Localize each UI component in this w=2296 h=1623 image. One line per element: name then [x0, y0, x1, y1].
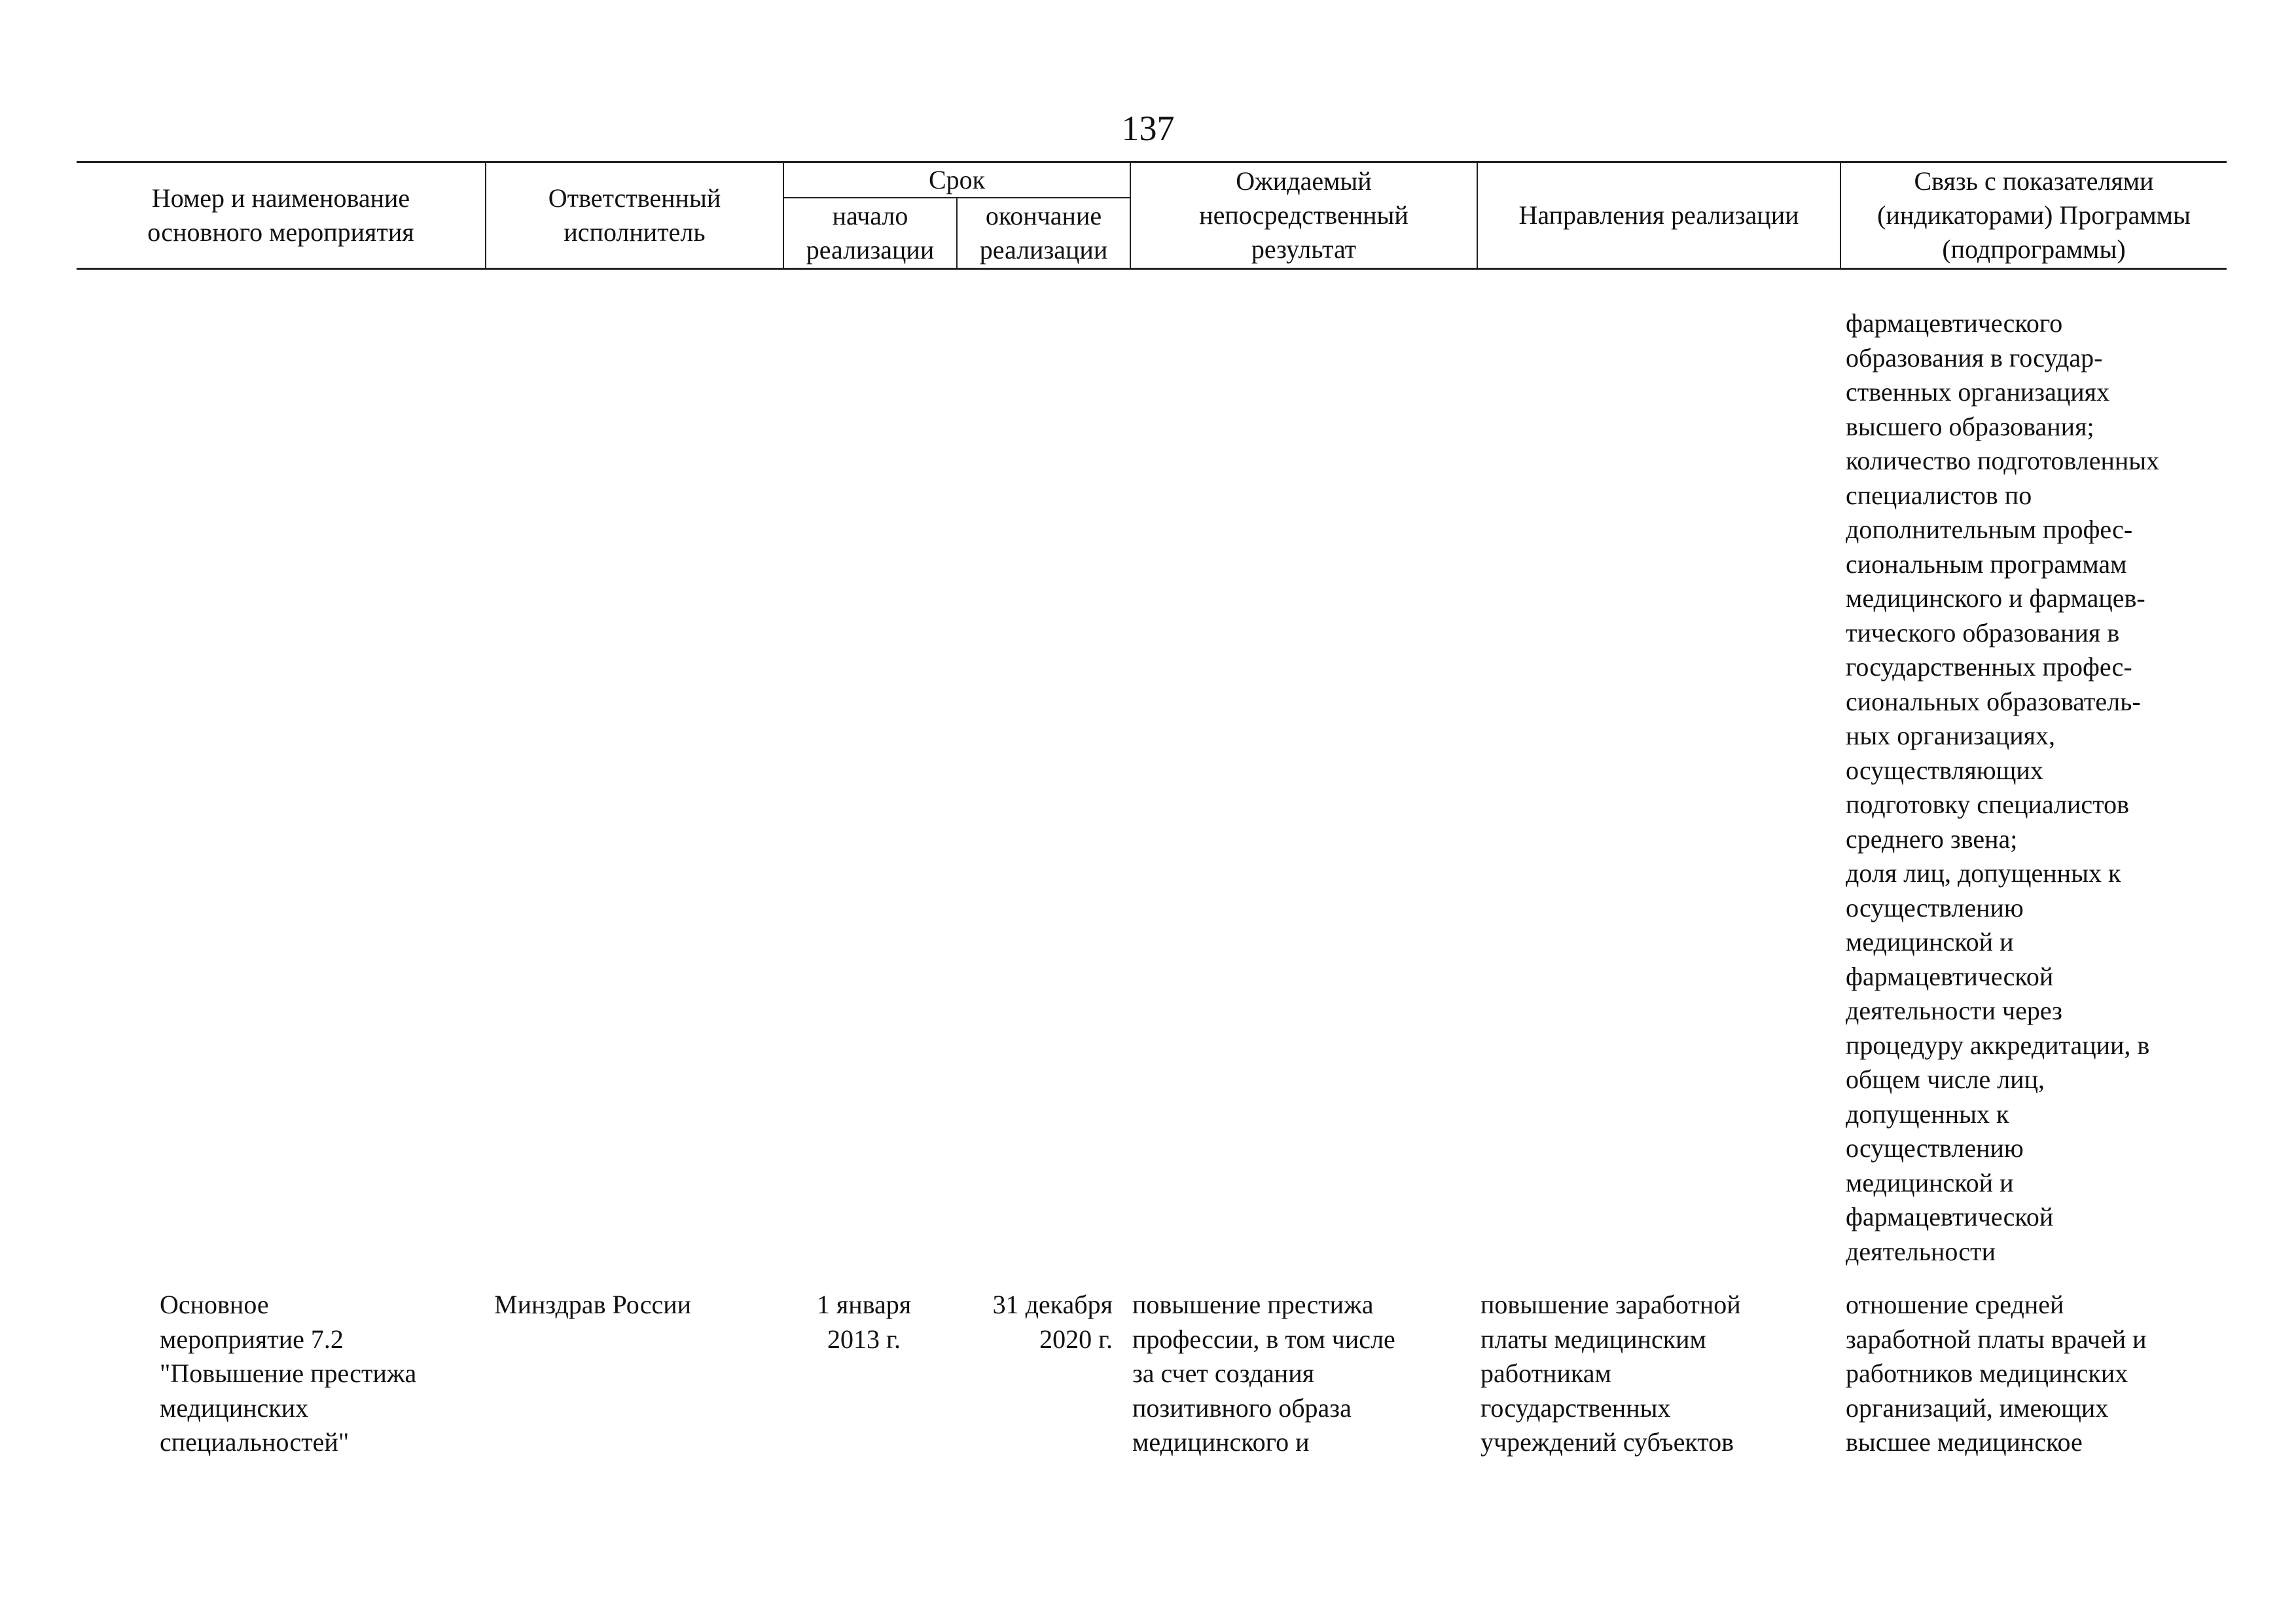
- expected-result: повышение престижа профессии, в том числе за счет создания позитивного образа медицинского и: [1132, 1290, 1395, 1457]
- continued-indicators-text: фармацевтического образования в государ- ственных организациях высшего образования; количество подготовленных специалистов по дополнительным профес- сиональным программам медицинского и фармацев- тического образования в государственных профес- сиональных образователь- ных организациях, осуществляющих подготовку специалистов среднего звена; доля лиц, допущенных к осуществлению медицинской и фармацевтической деятельности через процедуру аккредитации, в общем числе лиц, допущенных к осуществлению медицинской и фармацевтической деятельности: [1846, 308, 2160, 1266]
- indicator-link: отношение средней заработной платы врачей и работников медицинских организаций, имеющих высшее медицинское: [1846, 1290, 2147, 1457]
- event-name: Основное мероприятие 7.2 "Повышение престижа медицинских специальностей": [160, 1290, 417, 1457]
- header-term: Срок: [783, 162, 1130, 198]
- responsible-executor: Минздрав России: [494, 1290, 692, 1319]
- start-date: 1 января 2013 г.: [816, 1290, 912, 1354]
- header-executor: Ответственный исполнитель: [486, 162, 783, 269]
- header-start: начало реализации: [783, 198, 957, 268]
- page-number: 137: [1121, 109, 1175, 148]
- header-indicators-link: Связь с показателями (индикаторами) Программы (подпрограммы): [1840, 162, 2227, 269]
- header-directions: Направления реализации: [1477, 162, 1840, 269]
- header-expected-result: Ожидаемый непосредственный результат: [1130, 162, 1477, 269]
- end-date: 31 декабря 2020 г.: [992, 1290, 1113, 1354]
- implementation-direction: повышение заработной платы медицинским работникам государственных учреждений субъектов: [1480, 1290, 1741, 1457]
- header-end: окончание реализации: [957, 198, 1130, 268]
- header-event-name: Номер и наименование основного мероприятия: [147, 183, 414, 247]
- table-header: [77, 161, 2227, 270]
